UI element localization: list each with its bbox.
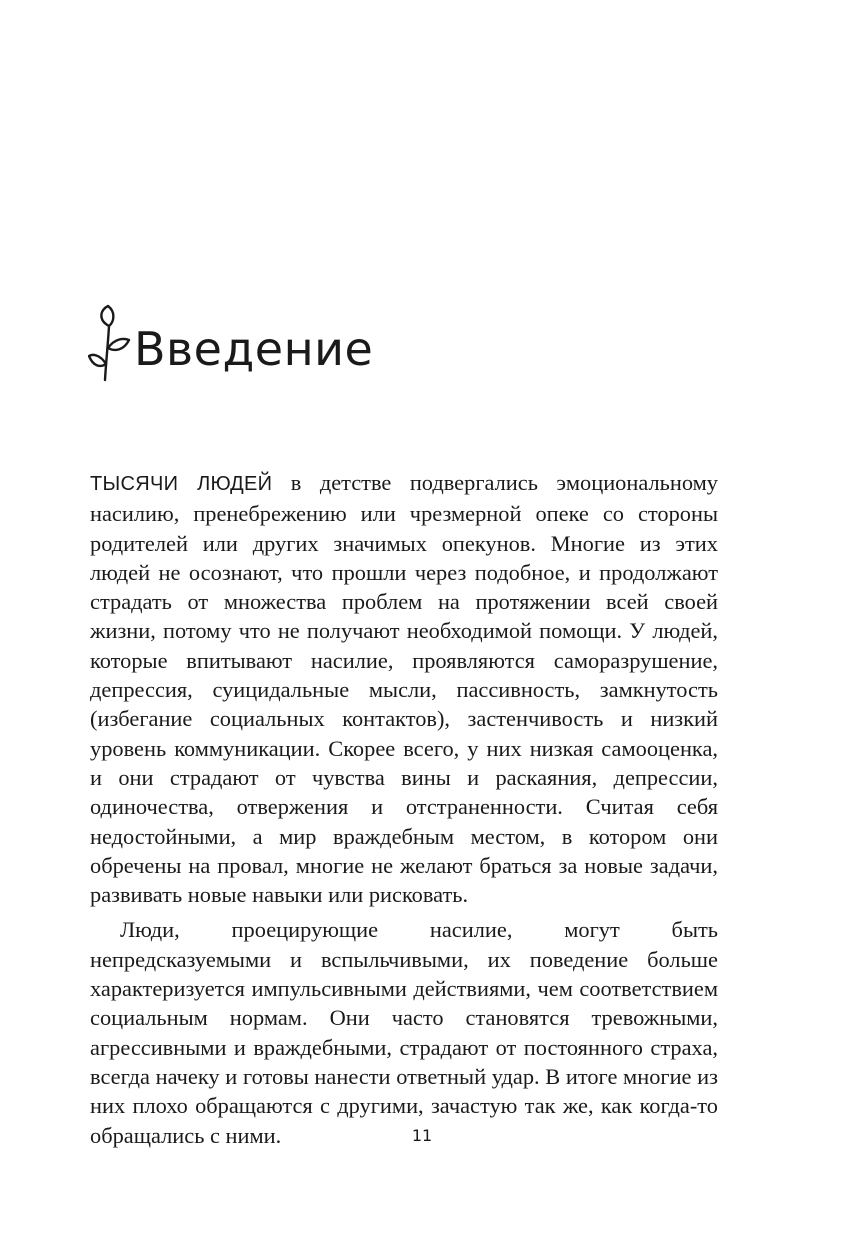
- leaf-branch-icon: [88, 304, 132, 384]
- chapter-heading: [88, 304, 373, 384]
- chapter-title: Введение: [134, 322, 374, 376]
- paragraph-2: Люди, проецирующие насилие, могут быть непредсказуемыми и вспыльчивыми, их поведение больше характеризуется импульсивными действиями, чем соответствием социальным нормам. Они часто становятся тревожными, агрессивными и враждебными, страдают от постоянного страха, всегда начеку и готовы нанести ответный удар. В итоге многие из них плохо обращаются с другими, зачастую так же, как когда-то обращались с ними.: [90, 917, 718, 1148]
- body-text: [90, 468, 718, 1150]
- paragraph-1-text: в детстве подвергались эмоциональному насилию, пренебрежению или чрезмерной опеке со стороны родителей или других значимых опекунов. Многие из этих людей не осознают, что прошли через подобное, и продолжают страдать от множества проблем на протяжении всей своей жизни, потому что не получают необходимой помощи. У людей, которые впитывают насилие, проявляются саморазрушение, депрессия, суицидальные мысли, пассивность, замкнутость (избегание социальных контактов), застенчивость и низкий уровень коммуникации. Скорее всего, у них низкая самооценка, и они страдают от чувства вины и раскаяния, депрессии, одиночества, отвержения и отстраненности. Считая себя недостойными, а мир враждебным местом, в котором они обречены на провал, многие не желают браться за новые задачи, развивать новые навыки или рисковать.: [90, 470, 718, 908]
- page-number: 11: [411, 1126, 433, 1145]
- paragraph-1: [90, 468, 718, 909]
- lead-caps: ТЫСЯЧИ ЛЮДЕЙ: [90, 473, 273, 495]
